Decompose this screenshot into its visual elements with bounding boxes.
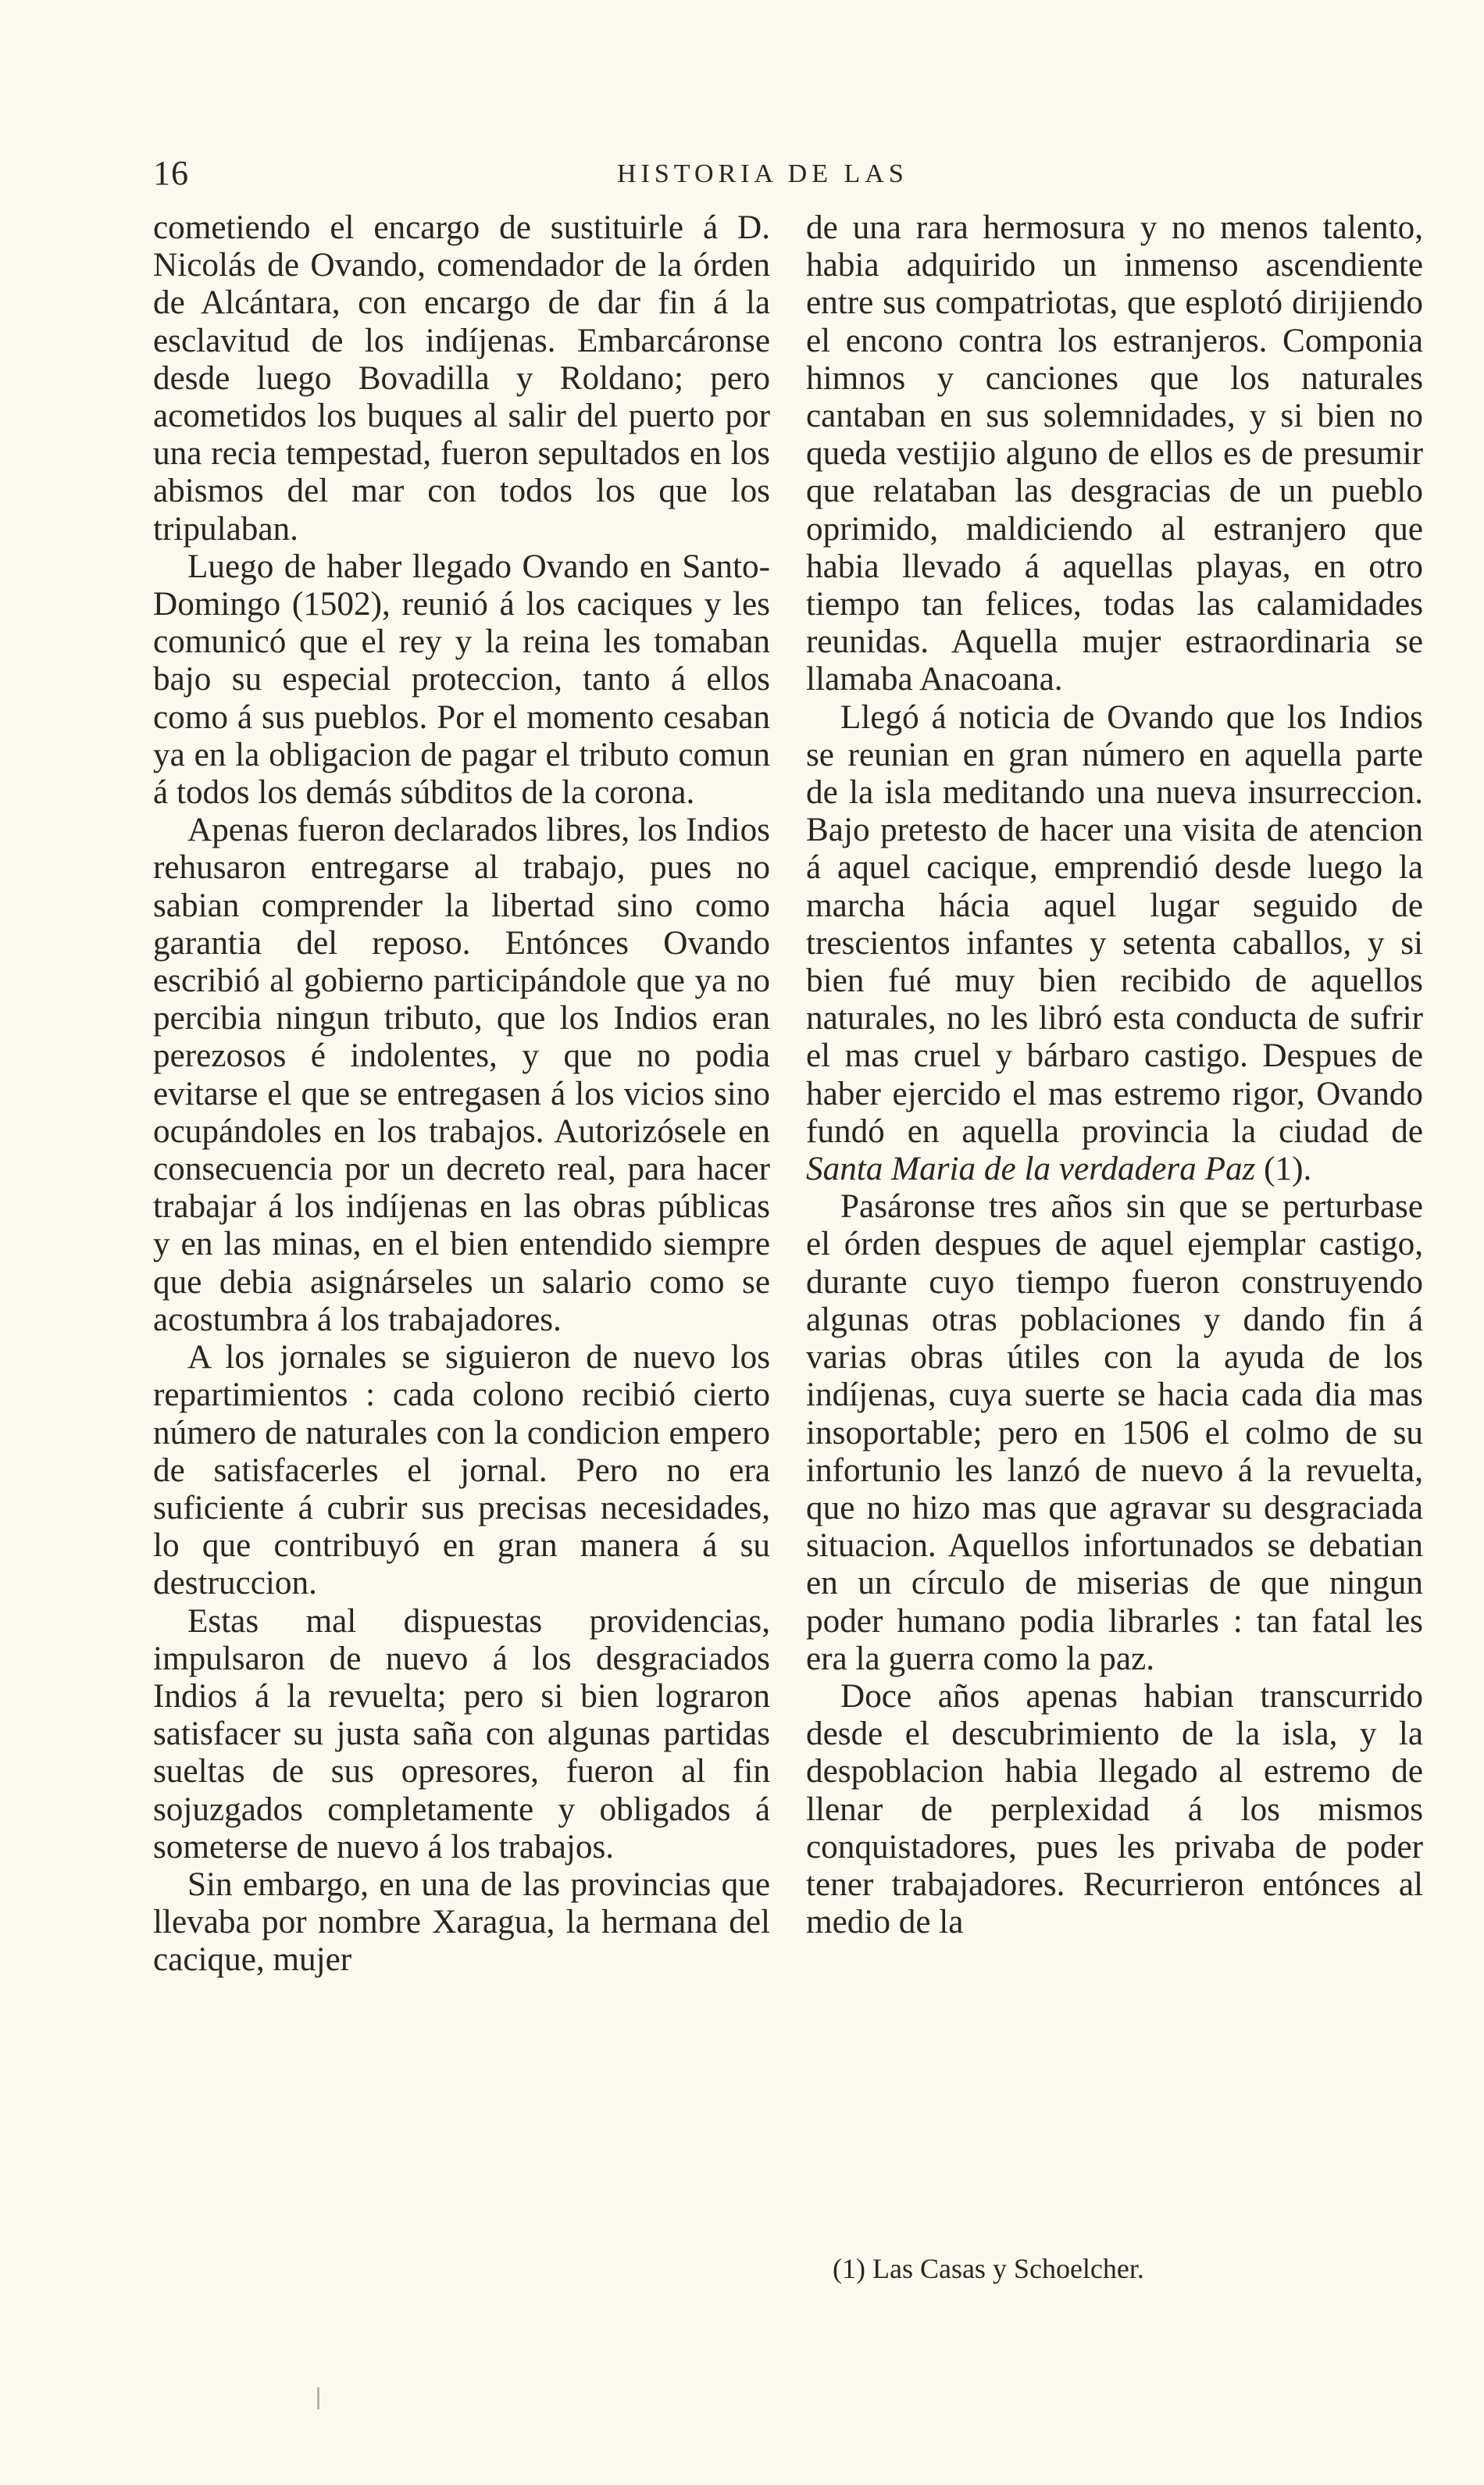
footnote: (1) Las Casas y Schoelcher. xyxy=(833,2253,1144,2284)
left-column xyxy=(153,209,770,2303)
paragraph: Sin embargo, en una de las provincias que llevaba por nombre Xaragua, la hermana del cacique, mujer xyxy=(153,1866,770,1979)
running-head: HISTORIA DE LAS xyxy=(617,159,908,188)
paragraph: de una rara hermosura y no menos talento, habia adquirido un inmenso ascendiente entre sus compatriotas, que esplotó dirijiendo el encono contra los estranjeros. Componia himnos y canciones que los naturales cantaban en sus solemnidades, y si bien no queda vestijio alguno de ellos es de presumir que relataban las desgracias de un pueblo oprimido, maldiciendo al estranjero que habia llevado á aquellas playas, en otro tiempo tan felices, todas las calamidades reunidas. Aquella mujer estraordinaria se llamaba Anacoana. xyxy=(806,209,1423,698)
paragraph xyxy=(806,699,1423,1189)
paragraph: Pasáronse tres años sin que se perturbase el órden despues de aquel ejemplar castigo, durante cuyo tiempo fueron construyendo algunas otras poblaciones y dando fin á varias obras útiles con la ayuda de los indíjenas, cuya suerte se hacia cada dia mas insoportable; pero en 1506 el colmo de su infortunio les lanzó de nuevo á la revuelta, que no hizo mas que agravar su desgraciada situacion. Aquellos infortunados se debatian en un círculo de miserias de que ningun poder humano podia librarles : tan fatal les era la guerra como la paz. xyxy=(806,1188,1423,1677)
paragraph: Luego de haber llegado Ovando en Santo-Domingo (1502), reunió á los caciques y les comunicó que el rey y la reina les tomaban bajo su especial proteccion, tanto á ellos como á sus pueblos. Por el momento cesaban ya en la obligacion de pagar el tributo comun á todos los demás súbditos de la corona. xyxy=(153,548,770,812)
paragraph: Estas mal dispuestas providencias, impulsaron de nuevo á los desgraciados Indios á la revuelta; pero si bien lograron satisfacer su justa saña con algunas partidas sueltas de sus opresores, fueron al fin sojuzgados completamente y obligados á someterse de nuevo á los trabajos. xyxy=(153,1602,770,1866)
italic-city-name: Santa Maria de la verdadera Paz xyxy=(806,1151,1256,1188)
right-column xyxy=(806,209,1423,2303)
paragraph: Apenas fueron declarados libres, los Indios rehusaron entregarse al trabajo, pues no sabian comprender la libertad sino como garantia del reposo. Entónces Ovando escribió al gobierno participándole que ya no percibia ningun tributo, que los Indios eran perezosos é indolentes, y que no podia evitarse el que se entregasen á los vicios sino ocupándoles en los trabajos. Autorizósele en consecuencia por un decreto real, para hacer trabajar á los indíjenas en las obras públicas y en las minas, en el bien entendido siempre que debia asignárseles un salario como se acostumbra á los trabajadores. xyxy=(153,812,770,1338)
print-mark xyxy=(317,2387,319,2409)
paragraph: Doce años apenas habian transcurrido desde el descubrimiento de la isla, y la despoblacion habia llegado al estremo de llenar de perplexidad á los mismos conquistadores, pues les privaba de poder tener trabajadores. Recurrieron entónces al medio de la xyxy=(806,1677,1423,1941)
paragraph: A los jornales se siguieron de nuevo los repartimientos : cada colono recibió cierto número de naturales con la condicion empero de satisfacerles el jornal. Pero no era suficiente á cubrir sus precisas necesidades, lo que contribuyó en gran manera á su destruccion. xyxy=(153,1339,770,1602)
paragraph: cometiendo el encargo de sustituirle á D. Nicolás de Ovando, comendador de la órden de Alcántara, con encargo de dar fin á la esclavitud de los indíjenas. Embarcáronse desde luego Bovadilla y Roldano; pero acometidos los buques al salir del puerto por una recia tempestad, fueron sepultados en los abismos del mar con todos los que los tripulaban. xyxy=(153,209,770,548)
footnote-reference: (1). xyxy=(1264,1151,1312,1188)
page-number: 16 xyxy=(153,154,189,192)
paragraph-text: Llegó á noticia de Ovando que los Indios se reunian en gran número en aquella parte de la isla meditando una nueva insurreccion. Bajo pretesto de hacer una visita de atencion á aquel cacique, emprendió desde luego la marcha hácia aquel lugar seguido de trescientos infantes y setenta caballos, y si bien fué muy bien recibido de aquellos naturales, no les libró esta conducta de sufrir el mas cruel y bárbaro castigo. Despues de haber ejercido el mas estremo rigor, Ovando fundó en aquella provincia la ciudad de xyxy=(806,698,1423,1150)
